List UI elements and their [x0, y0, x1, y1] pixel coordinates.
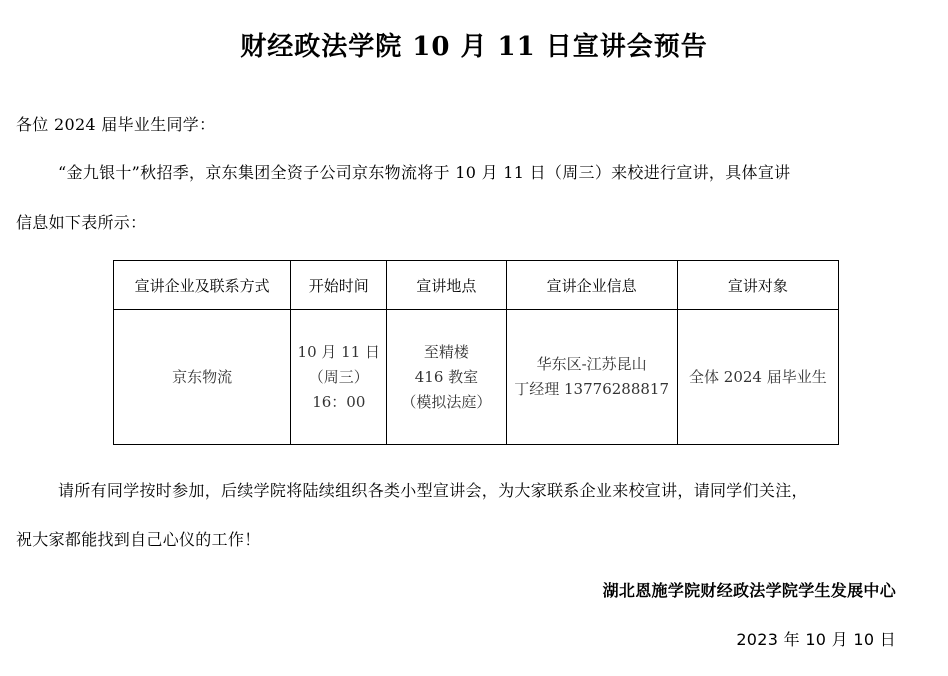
cell-audience [677, 310, 838, 445]
venue-note: （模拟法庭） [401, 392, 492, 411]
venue-building: 至精楼 [423, 342, 469, 361]
time-weekday: （周三） [308, 367, 369, 386]
header-venue: 宣讲地点 [387, 261, 506, 310]
header-company-info: 宣讲企业信息 [506, 261, 677, 310]
document-date: 2023 年 10 月 10 日 [736, 630, 896, 649]
company-name: 京东物流 [172, 367, 233, 386]
cell-start-time [291, 310, 387, 445]
closing-paragraph-line-2: 祝大家都能找到自己心仪的工作！ [16, 530, 261, 549]
table-header-row [114, 261, 839, 310]
time-clock: 16：00 [312, 392, 366, 411]
document-title: 财经政法学院 10 月 11 日宣讲会预告 [240, 32, 708, 62]
info-contact: 丁经理 13776288817 [514, 380, 669, 398]
header-company: 宣讲企业及联系方式 [114, 261, 291, 310]
info-table [113, 260, 839, 445]
time-date: 10 月 11 日 [297, 342, 381, 361]
table-row [114, 310, 839, 445]
cell-company-info [506, 310, 677, 445]
info-location: 华东区-江苏昆山 [536, 355, 647, 373]
cell-company [114, 310, 291, 445]
header-start-time: 开始时间 [291, 261, 387, 310]
cell-venue [387, 310, 506, 445]
intro-paragraph-line-1: “金九银十”秋招季，京东集团全资子公司京东物流将于 10 月 11 日（周三）来校进行宣讲，具体宣讲 [58, 163, 791, 182]
salutation: 各位 2024 届毕业生同学： [16, 115, 216, 134]
header-audience: 宣讲对象 [677, 261, 838, 310]
intro-paragraph-line-2: 信息如下表所示： [16, 213, 147, 232]
signature: 湖北恩施学院财经政法学院学生发展中心 [602, 581, 896, 600]
venue-room: 416 教室 [414, 367, 479, 386]
audience: 全体 2024 届毕业生 [689, 367, 827, 386]
closing-paragraph-line-1: 请所有同学按时参加，后续学院将陆续组织各类小型宣讲会，为大家联系企业来校宣讲，请同学们关注， [58, 481, 808, 500]
